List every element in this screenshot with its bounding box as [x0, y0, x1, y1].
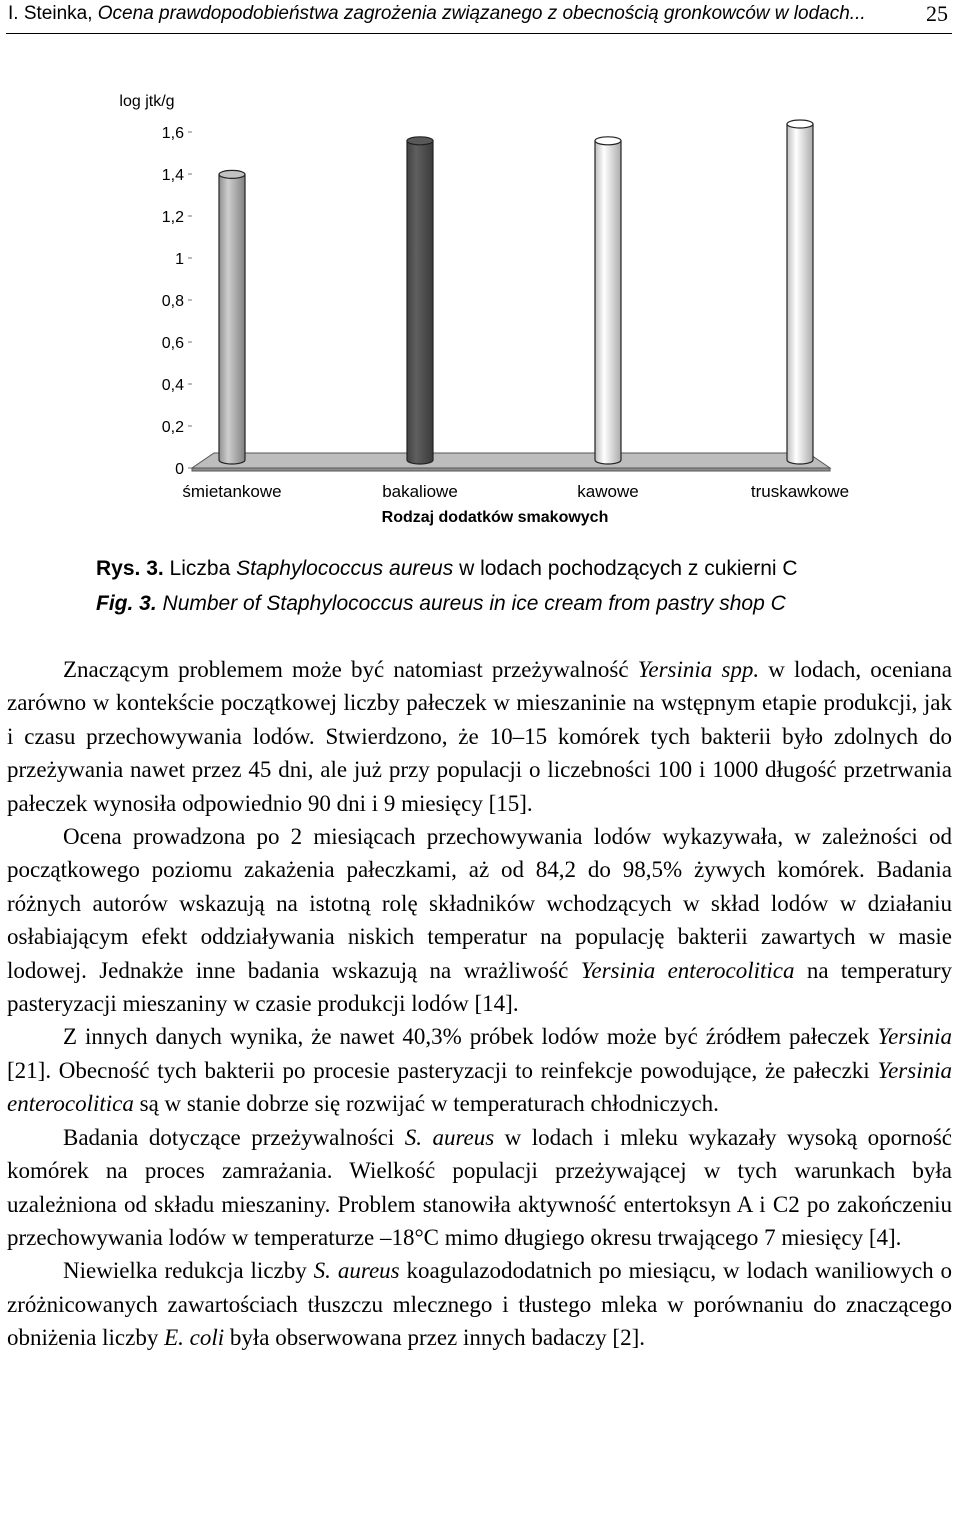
running-title-author: I. Steinka, [8, 3, 98, 24]
p2-text-2: na temperatury pasteryzacji mieszaniny w czasie produkcji lodów [14]. [7, 957, 952, 1017]
p4-text-2: w lodach i mleku wykazały wysoką oporność komórek na proces zamrażania. Wielkość populacji przeżywającej w tych warunkach była uzależniona od składu mieszaniny. Problem stanowiła aktywność entertoksyn A i C2 po zakończeniu przechowywania lodów w temperaturze –18°C mimo długiego okresu trwającego 7 miesięcy [4]. [7, 1124, 952, 1250]
x-tick-label: śmietankowe [182, 482, 282, 501]
bar-kawowe [595, 137, 621, 464]
figure-caption-en [96, 592, 786, 616]
bar-chart [0, 88, 960, 548]
p3-italic-1: Yersinia [877, 1024, 952, 1050]
y-tick-label: 1,2 [161, 209, 184, 226]
bar-body [787, 124, 813, 464]
y-tick-label: 1 [175, 251, 184, 268]
bar-top [407, 137, 433, 145]
p5-italic-2: E. coli [164, 1325, 225, 1351]
caption-pl-text-1: Liczba [163, 557, 237, 580]
y-axis-label: log jtk/g [119, 93, 175, 110]
x-tick-label: truskawkowe [750, 482, 850, 501]
caption-en-label: Fig. 3. [96, 592, 157, 615]
caption-pl-species: Staphylococcus aureus [236, 557, 454, 580]
y-tick-label: 0 [175, 461, 184, 478]
paragraph-2 [7, 820, 952, 1020]
bar-top [595, 137, 621, 145]
figure-caption-pl [96, 557, 798, 581]
chart-floor [192, 453, 830, 471]
bar-śmietankowe [219, 170, 245, 464]
p4-text-1: Badania dotyczące przeżywalności [63, 1124, 405, 1150]
chart-floor-top [192, 453, 830, 468]
y-tick-label: 1,4 [161, 167, 184, 184]
p5-text-2: koagulazododatnich po miesiącu, w lodach waniliowych o zróżnicowanych zawartościach tłuszczu mlecznego i tłustego mleka w porównaniu do znaczącego obniżenia liczby [7, 1258, 953, 1351]
y-tick-label: 0,8 [161, 293, 184, 310]
x-tick-label: kawowe [577, 482, 639, 501]
body-text [7, 653, 952, 1355]
bar-top [787, 120, 813, 128]
bar-body [219, 174, 245, 464]
p5-text-3: była obserwowana przez innych badaczy [2]. [224, 1325, 645, 1351]
paragraph-4 [7, 1121, 952, 1255]
p1-text-2: w lodach, oceniana zarówno w kontekście początkowej liczby pałeczek w mieszaninie na wstępnym etapie produkcji, jak i czasu przechowywania lodów. Stwierdzono, że 10–15 komórek tych bakterii było zdolnych do przeżywania nawet przez 45 dni, ale już przy populacji o liczebności 100 i 1000 długość przetrwania pałeczek wynosiła odpowiednio 90 dni i 9 miesięcy [15]. [7, 657, 952, 816]
p5-italic-1: S. aureus [313, 1258, 400, 1284]
paragraph-3 [7, 1020, 952, 1120]
paragraph-5 [7, 1254, 952, 1354]
y-tick-label: 0,2 [161, 419, 184, 436]
running-title [8, 0, 866, 28]
y-axis [162, 125, 192, 478]
p2-text-1: Ocena prowadzona po 2 miesiącach przechowywania lodów wykazywała, w zależności od początkowego poziomu zakażenia pałeczkami, aż od 84,2 do 98,5% żywych komórek. Badania różnych autorów wskazują na istotną rolę składników wchodzących w skład lodów w działaniu osłabiającym efekt oddziaływania niskich temperatur na populację bakterii zawartych w masie lodowej. Jednakże inne badania wskazują na wrażliwość [7, 824, 952, 983]
p1-text-1: Znaczącym problemem może być natomiast przeżywalność [63, 657, 638, 682]
running-title-text: Ocena prawdopodobieństwa zagrożenia związanego z obecnością gronkowców w lodach... [97, 3, 866, 24]
chart-floor-edge [192, 468, 830, 471]
caption-pl-text-2: w lodach pochodzących z cukierni C [453, 557, 798, 580]
p3-text-3: są w stanie dobrze się rozwijać w temperaturach chłodniczych. [133, 1091, 719, 1117]
chart-bars [219, 120, 813, 464]
bar-bakaliowe [407, 137, 433, 464]
y-tick-label: 0,6 [161, 335, 184, 352]
paragraph-1 [7, 653, 952, 820]
y-tick-label: 0,4 [161, 377, 184, 394]
p3-text-1: Z innych danych wynika, że nawet 40,3% próbek lodów może być źródłem pałeczek [63, 1024, 878, 1050]
x-tick-label: bakaliowe [382, 482, 458, 501]
x-axis-labels [182, 482, 849, 501]
page-number: 25 [926, 1, 948, 26]
p3-italic-2: Yersinia enterocolitica [7, 1057, 952, 1117]
bar-body [595, 141, 621, 464]
x-axis-label: Rodzaj dodatków smakowych [381, 509, 609, 526]
p4-italic-1: S. aureus [404, 1124, 495, 1150]
bar-top [219, 170, 245, 178]
bar-body [407, 141, 433, 464]
p2-italic-1: Yersinia enterocolitica [580, 957, 795, 983]
caption-en-text: Number of Staphylococcus aureus in ice cream from pastry shop C [156, 592, 786, 615]
caption-pl-label: Rys. 3. [96, 557, 164, 580]
p5-text-1: Niewielka redukcja liczby [63, 1258, 314, 1284]
bar-truskawkowe [787, 120, 813, 464]
running-header [6, 0, 952, 34]
p1-italic-1: Yersinia spp. [637, 657, 760, 682]
y-tick-label: 1,6 [161, 125, 184, 142]
p3-text-2: [21]. Obecność tych bakterii po procesie pasteryzacji to reinfekcje powodujące, że pałeczki [7, 1057, 878, 1083]
